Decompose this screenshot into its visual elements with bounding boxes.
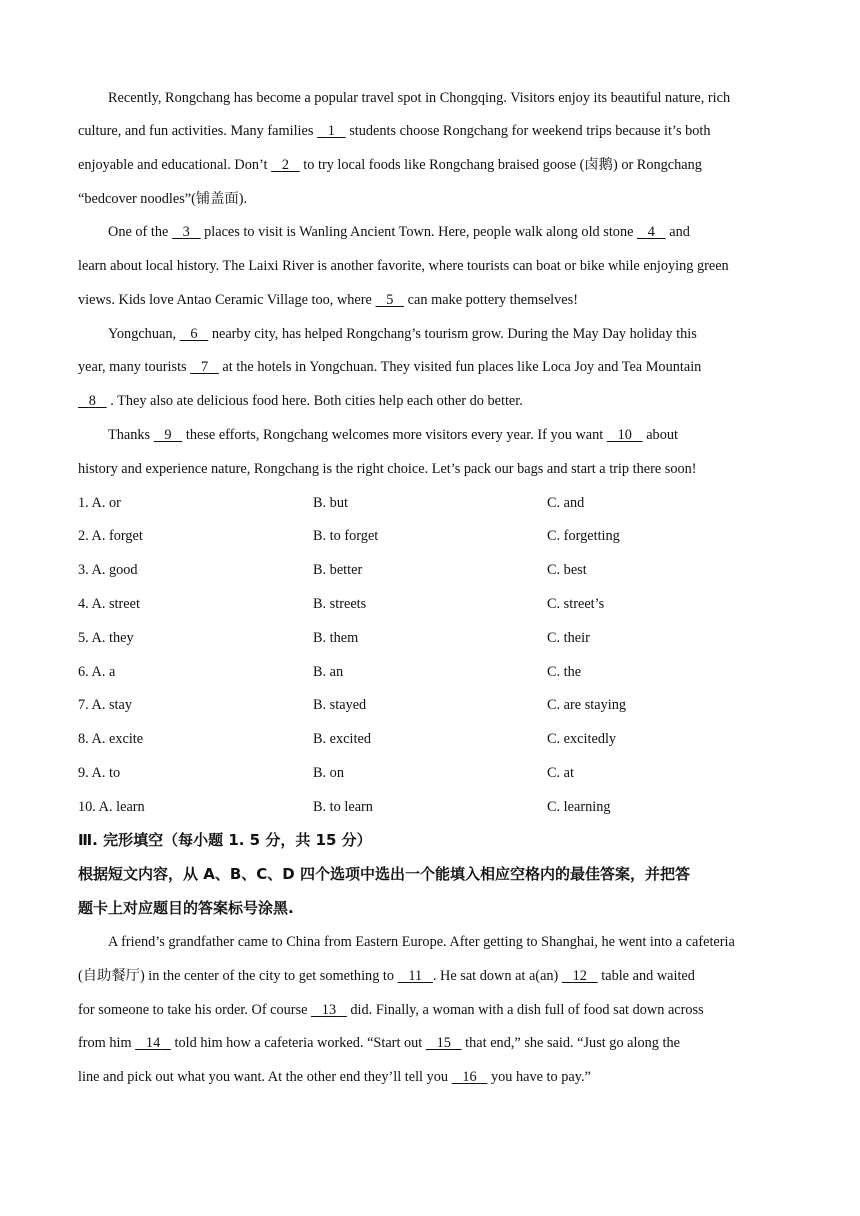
blank-7[interactable]: 7 [200,359,209,375]
passage1-p2-line1: One of the 3 places to visit is Wanling Ancient Town. Here, people walk along old stone 4 and [108,224,690,240]
option-c[interactable]: C. and [547,495,585,511]
blank-13[interactable]: 13 [321,1002,337,1018]
blank-14[interactable]: 14 [145,1035,161,1051]
option-c[interactable]: C. the [547,664,582,680]
option-a[interactable]: 3. A. good [78,562,138,578]
passage1-p4-line1: Thanks 9 these efforts, Rongchang welcomes more visitors every year. If you want 10 about [108,427,678,443]
option-b[interactable]: B. stayed [313,697,367,713]
passage1-p3-line3: 8 . They also ate delicious food here. Both cities help each other do better. [78,391,780,411]
section-instructions-line1: 根据短文内容，从 A、B、C、D 四个选项中选出一个能填入相应空格内的最佳答案，并把答 [78,865,690,883]
option-c[interactable]: C. at [547,765,575,781]
blank-9[interactable]: 9 [164,427,172,443]
option-a[interactable]: 10. A. learn [78,799,145,815]
passage2-line1: A friend’s grandfather came to China from Eastern Europe. After getting to Shanghai, he went into a cafeteria [108,934,735,950]
blank-10[interactable]: 10 [617,427,632,443]
option-b[interactable]: B. to learn [313,799,373,815]
option-a[interactable]: 4. A. street [78,596,140,612]
passage2-line3: for someone to take his order. Of course 13 did. Finally, a woman with a dish full of food sat down across [78,1002,704,1018]
option-c[interactable]: C. best [547,562,587,578]
blank-2[interactable]: 2 [281,157,289,173]
blank-6[interactable]: 6 [190,326,198,342]
blank-3[interactable]: 3 [182,224,190,240]
passage1-p1-line3: enjoyable and educational. Don’t 2 to try local foods like Rongchang braised goose (卤鹅) or Rongchang [78,157,702,173]
option-c[interactable]: C. are staying [547,697,627,713]
blank-15[interactable]: 15 [436,1035,451,1051]
option-a[interactable]: 5. A. they [78,630,134,646]
passage2-line2: (自助餐厅) in the center of the city to get something to 11 . He sat down at a(an) 12 table and waited [78,968,695,984]
option-b[interactable]: B. them [313,630,359,646]
blank-4[interactable]: 4 [647,224,655,240]
passage1-p4-line2: history and experience nature, Rongchang is the right choice. Let’s pack our bags and start a trip there soon! [78,461,697,477]
blank-11[interactable]: 11 [408,968,423,984]
option-c[interactable]: C. learning [547,799,611,815]
blank-16[interactable]: 16 [462,1069,477,1085]
passage1-p1-line4: “bedcover noodles”(铺盖面). [78,191,248,207]
option-b[interactable]: B. excited [313,731,371,747]
passage2-line4: from him 14 told him how a cafeteria worked. “Start out 15 that end,” she said. “Just go along the [78,1035,680,1051]
option-b[interactable]: B. but [313,495,348,511]
section-instructions-line2: 题卡上对应题目的答案标号涂黑. [78,899,294,917]
passage1-p3-line1: Yongchuan, 6 nearby city, has helped Rongchang’s tourism grow. During the May Day holiday this [108,326,697,342]
option-b[interactable]: B. streets [313,596,367,612]
option-c[interactable]: C. forgetting [547,528,620,544]
passage1-p2-line2: learn about local history. The Laixi River is another favorite, where tourists can boat or bike while enjoying green [78,258,729,274]
passage1-p3-line2: year, many tourists 7 at the hotels in Yongchuan. They visited fun places like Loca Joy and Tea Mountain [78,359,702,375]
option-b[interactable]: B. on [313,765,344,781]
option-c[interactable]: C. their [547,630,590,646]
blank-12[interactable]: 12 [572,968,587,984]
blank-5[interactable]: 5 [386,292,394,308]
option-c[interactable]: C. excitedly [547,731,617,747]
section-title: Ⅲ. 完形填空（每小题 1. 5 分，共 15 分） [78,831,372,849]
passage1-p1-line1: Recently, Rongchang has become a popular travel spot in Chongqing. Visitors enjoy its beautiful nature, rich [108,90,731,106]
blank-1[interactable]: 1 [327,123,335,139]
passage1-p1-line2: culture, and fun activities. Many families 1 students choose Rongchang for weekend trips because it’s both [78,123,711,139]
option-b[interactable]: B. better [313,562,363,578]
option-a[interactable]: 7. A. stay [78,697,133,713]
option-a[interactable]: 1. A. or [78,495,121,511]
option-a[interactable]: 9. A. to [78,765,121,781]
option-a[interactable]: 2. A. forget [78,528,143,544]
option-a[interactable]: 6. A. a [78,664,116,680]
option-b[interactable]: B. to forget [313,528,379,544]
passage1-p2-line3: views. Kids love Antao Ceramic Village too, where 5 can make pottery themselves! [78,292,578,308]
blank-8[interactable]: 8 [88,393,96,409]
option-c[interactable]: C. street’s [547,596,605,612]
passage2-line5: line and pick out what you want. At the other end they’ll tell you 16 you have to pay.” [78,1069,591,1085]
option-b[interactable]: B. an [313,664,344,680]
option-a[interactable]: 8. A. excite [78,731,144,747]
